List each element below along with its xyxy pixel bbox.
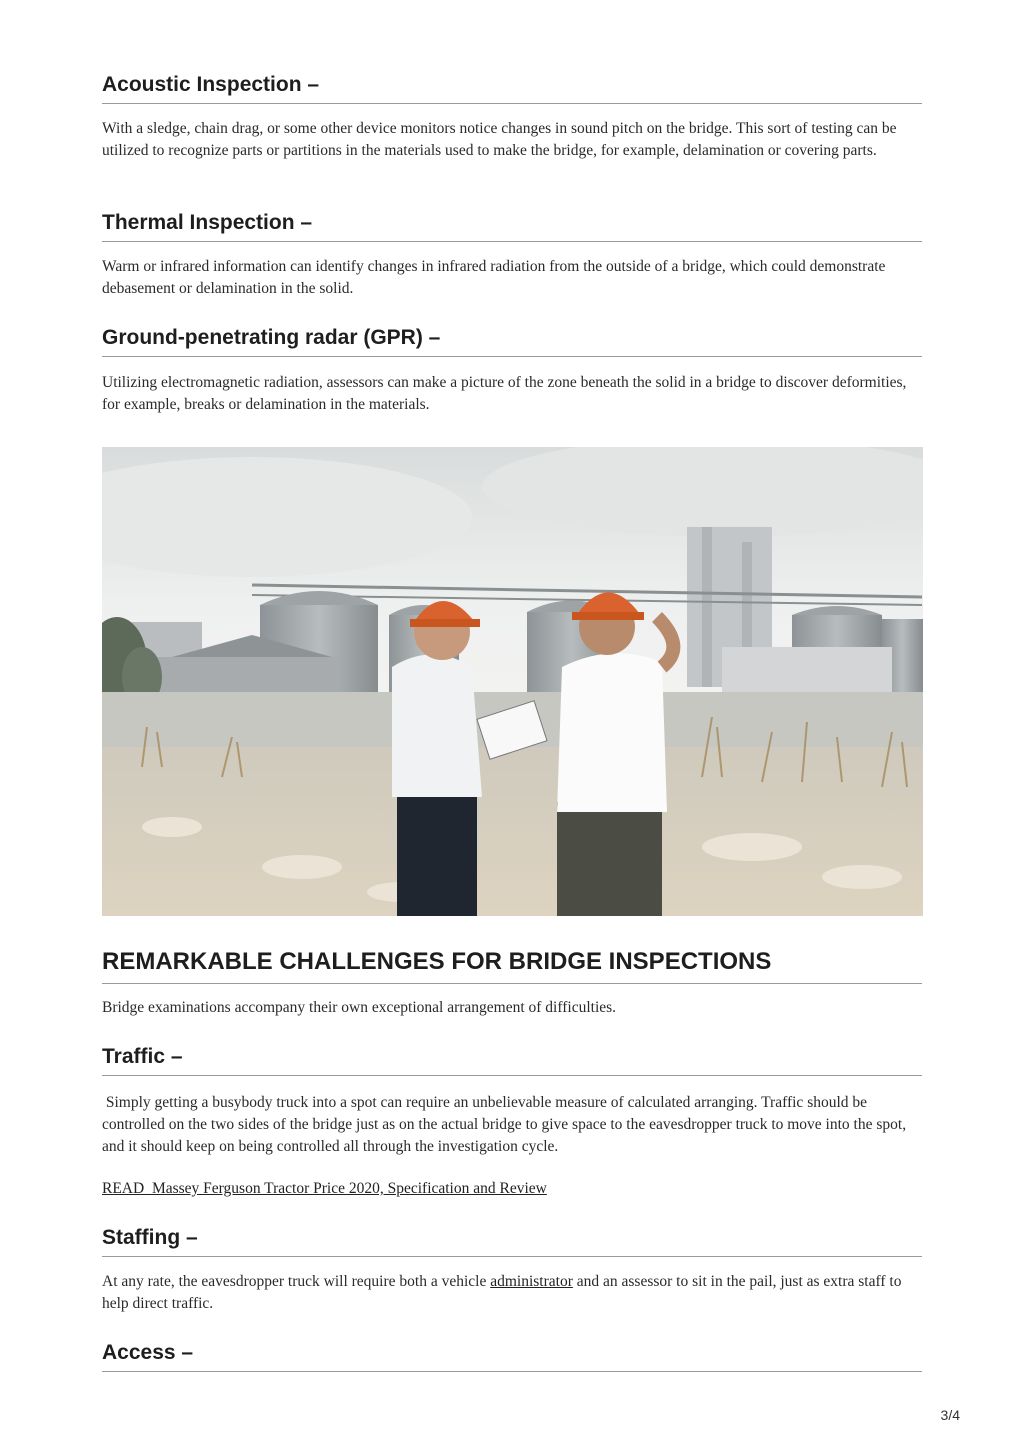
heading-ground-penetrating-radar: Ground-penetrating radar (GPR) – xyxy=(102,325,922,357)
paragraph-traffic: Simply getting a busybody truck into a spot can require an unbelievable measure of calculated arranging. Traffic should be controlled on the two sides of the bridge just as on the actual bridge to give space to the eavesdropper truck to move into the spot, and it should keep on being controlled all through the investigation cycle. xyxy=(102,1094,910,1155)
inspectors-photo xyxy=(102,447,923,916)
heading-remarkable-challenges: REMARKABLE CHALLENGES FOR BRIDGE INSPECTIONS xyxy=(102,948,922,984)
heading-traffic: Traffic – xyxy=(102,1044,922,1076)
paragraph-staffing xyxy=(102,1271,922,1315)
heading-staffing: Staffing – xyxy=(102,1225,922,1257)
staffing-text-after: and an assessor to sit in the pail, just as extra staff to help direct traffic. xyxy=(102,1273,902,1312)
paragraph-ground-penetrating-radar: Utilizing electromagnetic radiation, assessors can make a picture of the zone beneath the solid in a bridge to discover deformities, for example, breaks or delamination in the materials. xyxy=(102,374,907,413)
administrator-link[interactable]: administrator xyxy=(490,1273,573,1290)
paragraph-acoustic-inspection: With a sledge, chain drag, or some other device monitors notice changes in sound pitch on the bridge. This sort of testing can be utilized to recognize parts or partitions in the materials used to make the bridge, for example, delamination or covering parts. xyxy=(102,120,897,159)
page-number: 3/4 xyxy=(940,1407,960,1423)
heading-thermal-inspection: Thermal Inspection – xyxy=(102,210,922,242)
paragraph-remarkable-challenges: Bridge examinations accompany their own exceptional arrangement of difficulties. xyxy=(102,999,617,1016)
read-more-paragraph xyxy=(102,1178,922,1200)
staffing-text-before: At any rate, the eavesdropper truck will require both a vehicle xyxy=(102,1273,491,1290)
paragraph-thermal-inspection: Warm or infrared information can identify changes in infrared radiation from the outside of a bridge, which could demonstrate debasement or delamination in the solid. xyxy=(102,258,886,297)
heading-access: Access – xyxy=(102,1340,922,1372)
heading-acoustic-inspection: Acoustic Inspection – xyxy=(102,72,922,104)
read-more-link[interactable]: READ Massey Ferguson Tractor Price 2020, Specification and Review xyxy=(102,1180,547,1197)
